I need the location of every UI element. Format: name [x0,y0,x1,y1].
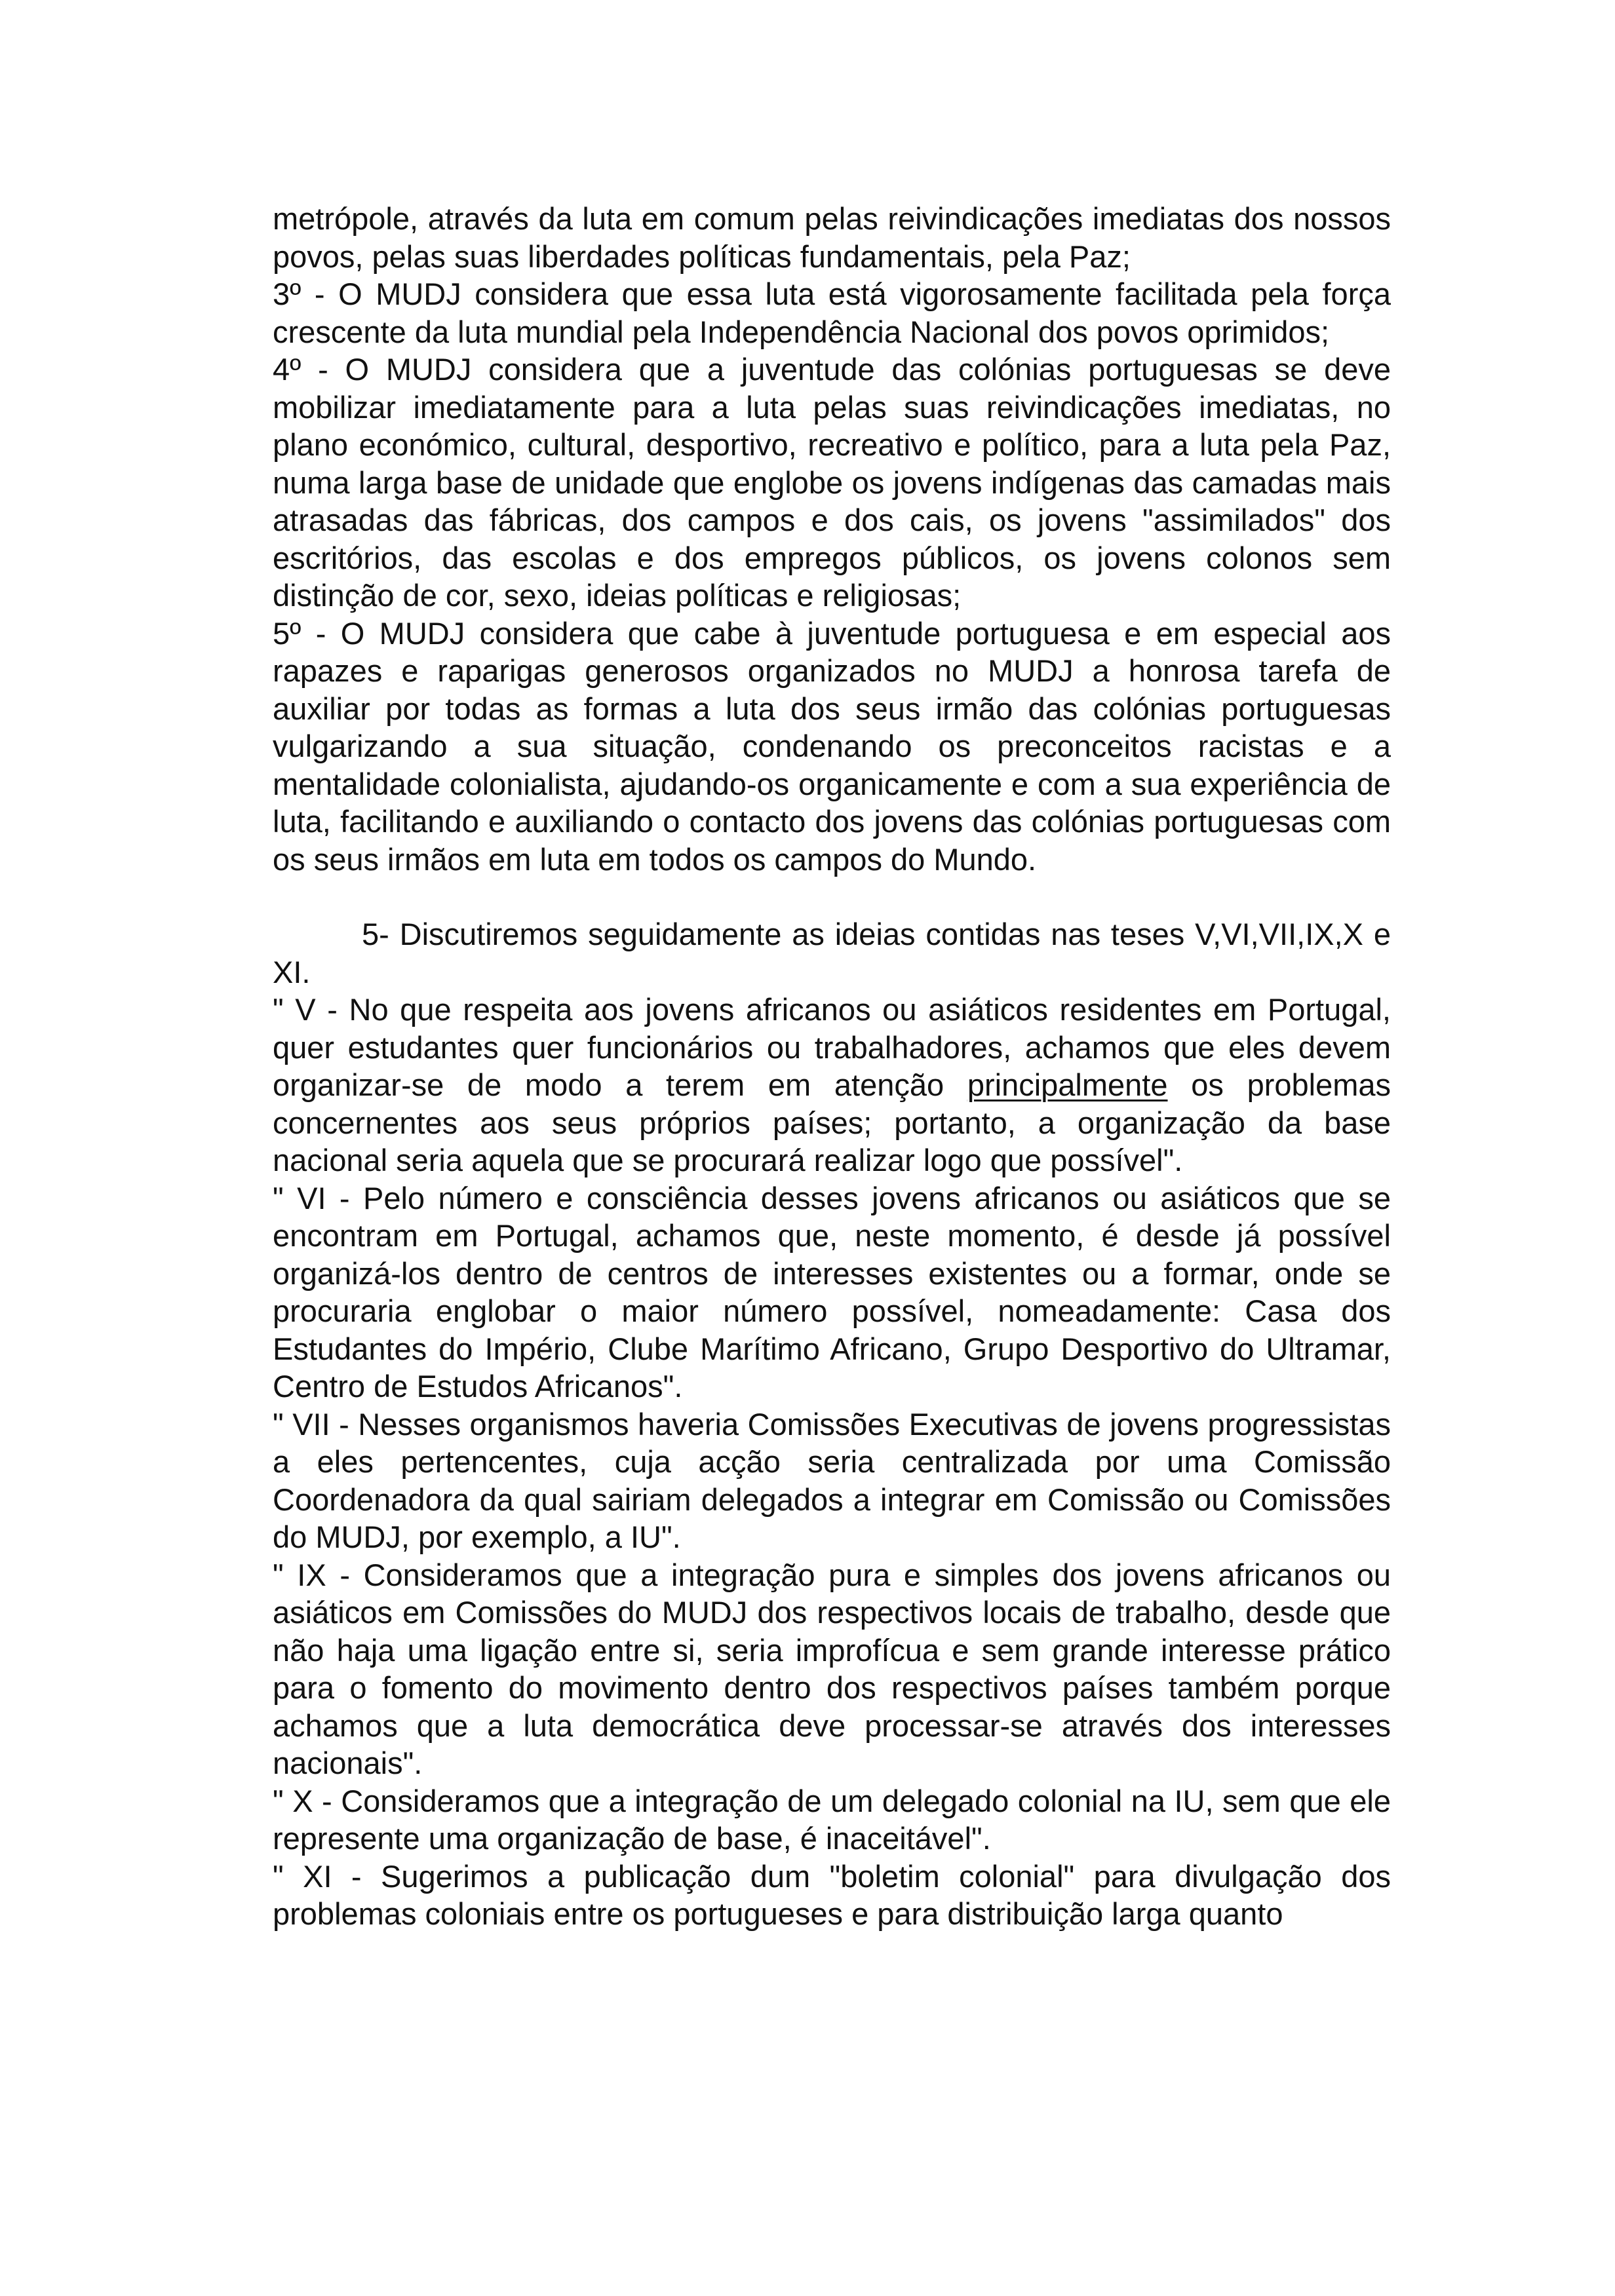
paragraph-point-5: 5º - O MUDJ considera que cabe à juventude portuguesa e em especial aos rapazes e raparigas generosos organizados no MUDJ a honrosa tarefa de auxiliar por todas as formas a luta dos seus irmão das colónias portuguesas vulgarizando a sua situação, condenando os preconceitos racistas e a mentalidade colonialista, ajudando-os organicamente e com a sua experiência de luta, facilitando e auxiliando o contacto dos jovens das colónias portuguesas com os seus irmãos em luta em todos os campos do Mundo. [273,615,1391,877]
underlined-word: principalmente [967,1067,1168,1102]
thesis-xi: " XI - Sugerimos a publicação dum "boletim colonial" para divulgação dos problemas coloniais entre os portugueses e para distribuição larga quanto [273,1858,1391,1931]
thesis-vi: " VI - Pelo número e consciência desses jovens africanos ou asiáticos que se encontram em Portugal, achamos que, neste momento, é desde já possível organizá-los dentro de centros de interesses existentes ou a formar, onde se procuraria englobar o maior número possível, nomeadamente: Casa dos Estudantes do Império, Clube Marítimo Africano, Grupo Desportivo do Ultramar, Centro de Estudos Africanos". [273,1180,1391,1404]
paragraph-point-3: 3º - O MUDJ considera que essa luta está vigorosamente facilitada pela força crescente da luta mundial pela Independência Nacional dos povos oprimidos; [273,277,1391,349]
paragraph-intro: metrópole, através da luta em comum pelas reivindicações imediatas dos nossos povos, pelas suas liberdades políticas fundamentais, pela Paz; [273,201,1391,274]
thesis-vii: " VII - Nesses organismos haveria Comissões Executivas de jovens progressistas a eles pertencentes, cuja acção seria centralizada por uma Comissão Coordenadora da qual sairiam delegados a integrar em Comissão ou Comissões do MUDJ, por exemplo, a IU". [273,1406,1391,1554]
paragraph-point-4: 4º - O MUDJ considera que a juventude das colónias portuguesas se deve mobilizar imediatamente para a luta pelas suas reivindicações imediatas, no plano económico, cultural, desportivo, recreativo e político, para a luta pela Paz, numa larga base de unidade que englobe os jovens indígenas das camadas mais atrasadas das fábricas, dos campos e dos cais, os jovens "assimilados" dos escritórios, das escolas e dos empregos públicos, os jovens colonos sem distinção de cor, sexo, ideias políticas e religiosas; [273,352,1391,613]
thesis-x: " X - Consideramos que a integração de um delegado colonial na IU, sem que ele represente uma organização de base, é inaceitável". [273,1783,1391,1856]
thesis-ix: " IX - Consideramos que a integração pura e simples dos jovens africanos ou asiáticos em Comissões do MUDJ dos respectivos locais de trabalho, desde que não haja uma ligação entre si, seria improfícua e sem grande interesse prático para o fomento do movimento dentro dos respectivos países também porque achamos que a luta democrática deve processar-se através dos interesses nacionais". [273,1557,1391,1780]
paragraph-spacer [273,878,1391,915]
thesis-v [273,991,1391,1179]
thesis-v-text-before: " V - No que respeita aos jovens africanos ou asiáticos residentes em Portugal, quer estudantes quer funcionários ou trabalhadores, achamos que eles devem organizar-se de modo a terem em atenção [273,992,1391,1102]
thesis-v-text-after: os problemas concernentes aos seus próprios países; portanto, a organização da base nacional seria aquela que se procurará realizar logo que possível". [273,1067,1391,1177]
section-5-heading: 5- Discutiremos seguidamente as ideias contidas nas teses V,VI,VII,IX,X e XI. [273,917,1391,989]
document-body [273,200,1391,1933]
